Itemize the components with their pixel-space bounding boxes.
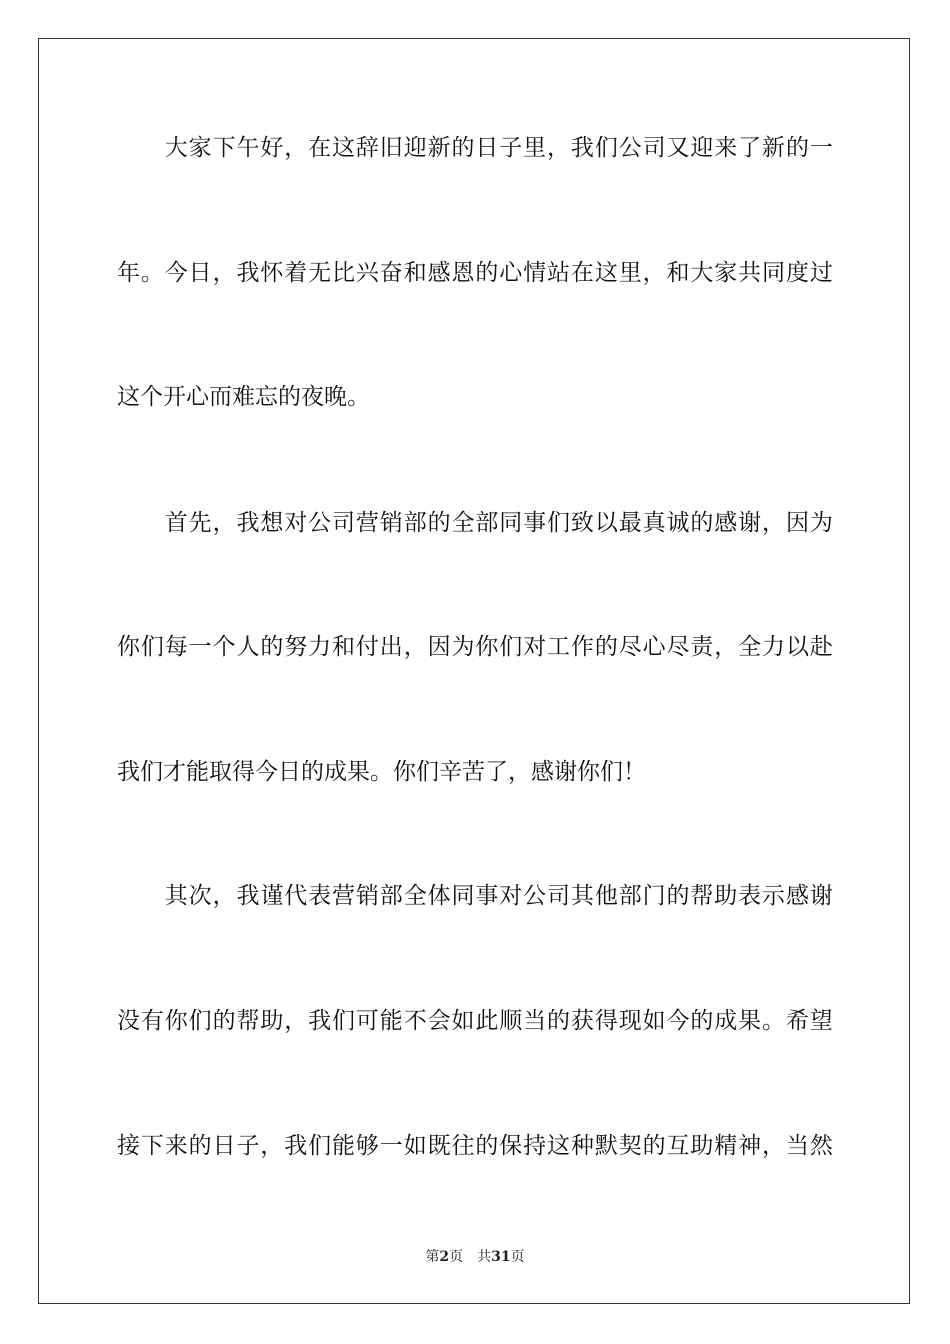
body-text-line: 接 下 来 的 日 子 ， 我 们 能 够 一 如 既 往 的 保 持 这 种 默 契 的 互 助 精 神 ， 当 然 <box>117 1133 833 1159</box>
body-text-line: 年 。 今 日 ， 我 怀 着 无 比 兴 奋 和 感 恩 的 心 情 站 在 这 里 ， 和 大 家 共 同 度 过 <box>117 260 833 286</box>
body-text-line: 这个开心而难忘的夜晚。 <box>117 384 370 410</box>
page-footer <box>0 1246 950 1266</box>
body-text-line: 其 次 ， 我 谨 代 表 营 销 部 全 体 同 事 对 公 司 其 他 部 门 的 帮 助 表 示 感 谢 <box>164 883 833 909</box>
body-text-line: 大 家 下 午 好 ， 在 这 辞 旧 迎 新 的 日 子 里 ， 我 们 公 司 又 迎 来 了 新 的 一 <box>164 135 833 161</box>
page-prefix: 第 <box>425 1249 440 1265</box>
page-suffix: 页 <box>449 1249 464 1265</box>
page-border <box>38 38 910 1304</box>
total-prefix: 共 <box>477 1249 492 1265</box>
body-text-line: 没 有 你 们 的 帮 助 ， 我 们 可 能 不 会 如 此 顺 当 的 获 得 现 如 今 的 成 果 。 希 望 <box>117 1008 833 1034</box>
body-text-line: 首 先 ， 我 想 对 公 司 营 销 部 的 全 部 同 事 们 致 以 最 真 诚 的 感 谢 ， 因 为 <box>164 510 833 536</box>
body-text-line: 我们才能取得今日的成果。你们辛苦了，感谢你们！ <box>117 759 646 785</box>
total-pages: 31 <box>491 1249 511 1265</box>
total-suffix: 页 <box>510 1249 525 1265</box>
page-number: 2 <box>439 1249 450 1265</box>
body-text-line: 你 们 每 一 个 人 的 努 力 和 付 出 ， 因 为 你 们 对 工 作 的 尽 心 尽 责 ， 全 力 以 赴 <box>117 634 833 660</box>
